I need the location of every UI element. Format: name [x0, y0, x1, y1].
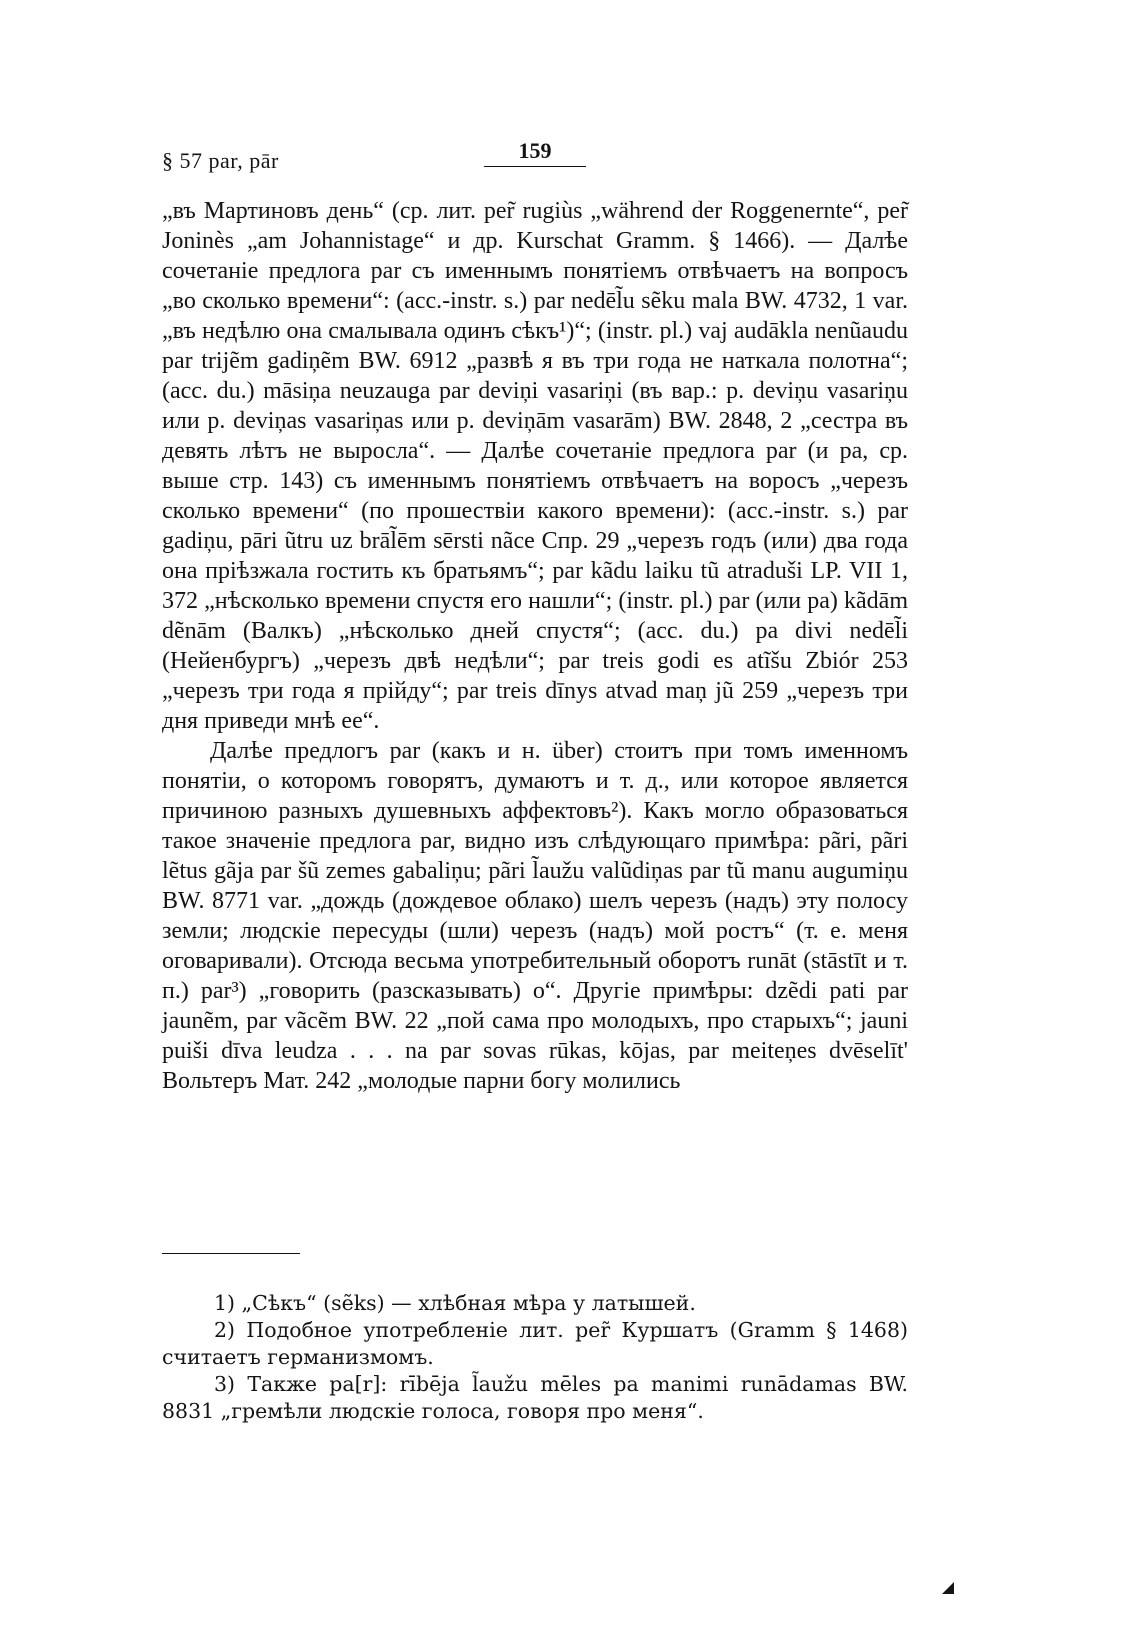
paragraph: Далѣе предлогъ par (какъ и н. über) стоитъ при томъ именномъ понятіи, о которомъ говорятъ, думаютъ и т. д., или которое является причиною разныхъ душевныхъ аффектовъ²). Какъ могло образоваться такое значеніе предлога par, видно изъ слѣдующаго примѣра: pãri, pãri lẽtus gãja par šũ zemes gabaliņu; pãri l̃aužu valũdiņas par tũ manu augumiņu BW. 8771 var. „дождь (дождевое облако) шелъ черезъ (надъ) эту полосу земли; людскіе пересуды (шли) черезъ (надъ) мой ростъ“ (т. е. меня оговаривали). Отсюда весьма употребительный оборотъ runāt (stāstīt и т. п.) par³) „говорить (разсказывать) о“. Другіе примѣры: dzẽdi pati par jaunẽm, par vãcẽm BW. 22 „пой сама про молодыхъ, про старыхъ“; jauni puiši dīva leudza . . . na par sovas rūkas, kōjas, par meiteņes dvēselīt' Вольтеръ Мат. 242 „молодые парни богу молились [162, 738, 908, 1094]
paragraph: „въ Мартиновъ день“ (ср. лит. per̃ rugiùs „während der Roggenernte“, per̃ Joninès „am Johannistage“ и др. Kurschat Gramm. § 1466). — Далѣе сочетаніе предлога par съ именнымъ понятіемъ отвѣчаетъ на вопросъ „во сколько времени“: (acc.-instr. s.) par nedēl̃u sẽku mala BW. 4732, 1 var. „въ недѣлю она смалывала одинъ сѣкъ¹)“; (instr. pl.) vaj audākla nenũaudu par trijẽm gadiņẽm BW. 6912 „развѣ я въ три года не наткала полотна“; (acc. du.) māsiņa neuzauga par deviņi vasariņi (въ вар.: p. deviņu vasariņu или p. deviņas vasariņas или p. deviņām vasarām) BW. 2848, 2 „сестра въ девять лѣтъ не выросла“. — Далѣе сочетаніе предлога par (и pa, ср. выше стр. 143) съ именнымъ понятіемъ отвѣчаетъ на воросъ „черезъ сколько времени“ (по прошествіи какого времени): (acc.-instr. s.) par gadiņu, pāri ũtru uz brāl̃ēm sērsti nãce Спр. 29 „черезъ годъ (или) два года она пріѣзжала гостить къ братьямъ“; par kãdu laiku tũ atraduši LP. VII 1, 372 „нѣсколько времени спустя его нашли“; (instr. pl.) par (или pa) kãdām dẽnām (Валкъ) „нѣсколько дней спустя“; (acc. du.) pa divi nedēl̃i (Нейенбургъ) „черезъ двѣ недѣли“; par treis godi es atĩšu Zbiór 253 „черезъ три года я прійду“; par treis dīnys atvad maņ jũ 259 „черезъ три дня приведи мнѣ ее“. [162, 198, 908, 734]
footnote-3: 3) Также pa[r]: rībēja l̃aužu mēles pa manimi runādamas BW. 8831 „гремѣли людскіе голоса, говоря про меня“. [162, 1372, 908, 1423]
footnote-2: 2) Подобное употребленіе лит. per̃ Куршатъ (Gramm § 1468) считаетъ германизмомъ. [162, 1318, 908, 1369]
section-reference: § 57 par, pār [162, 148, 279, 173]
corner-triangle-icon [942, 1582, 954, 1594]
footnotes [162, 1290, 908, 1425]
page-header [162, 138, 908, 172]
footnote-1: 1) „Сѣкъ“ (sẽks) — хлѣбная мѣра у латышей. [214, 1291, 696, 1315]
page-number: 159 [484, 138, 586, 167]
footnote-divider [162, 1253, 300, 1254]
main-text [162, 196, 908, 1096]
